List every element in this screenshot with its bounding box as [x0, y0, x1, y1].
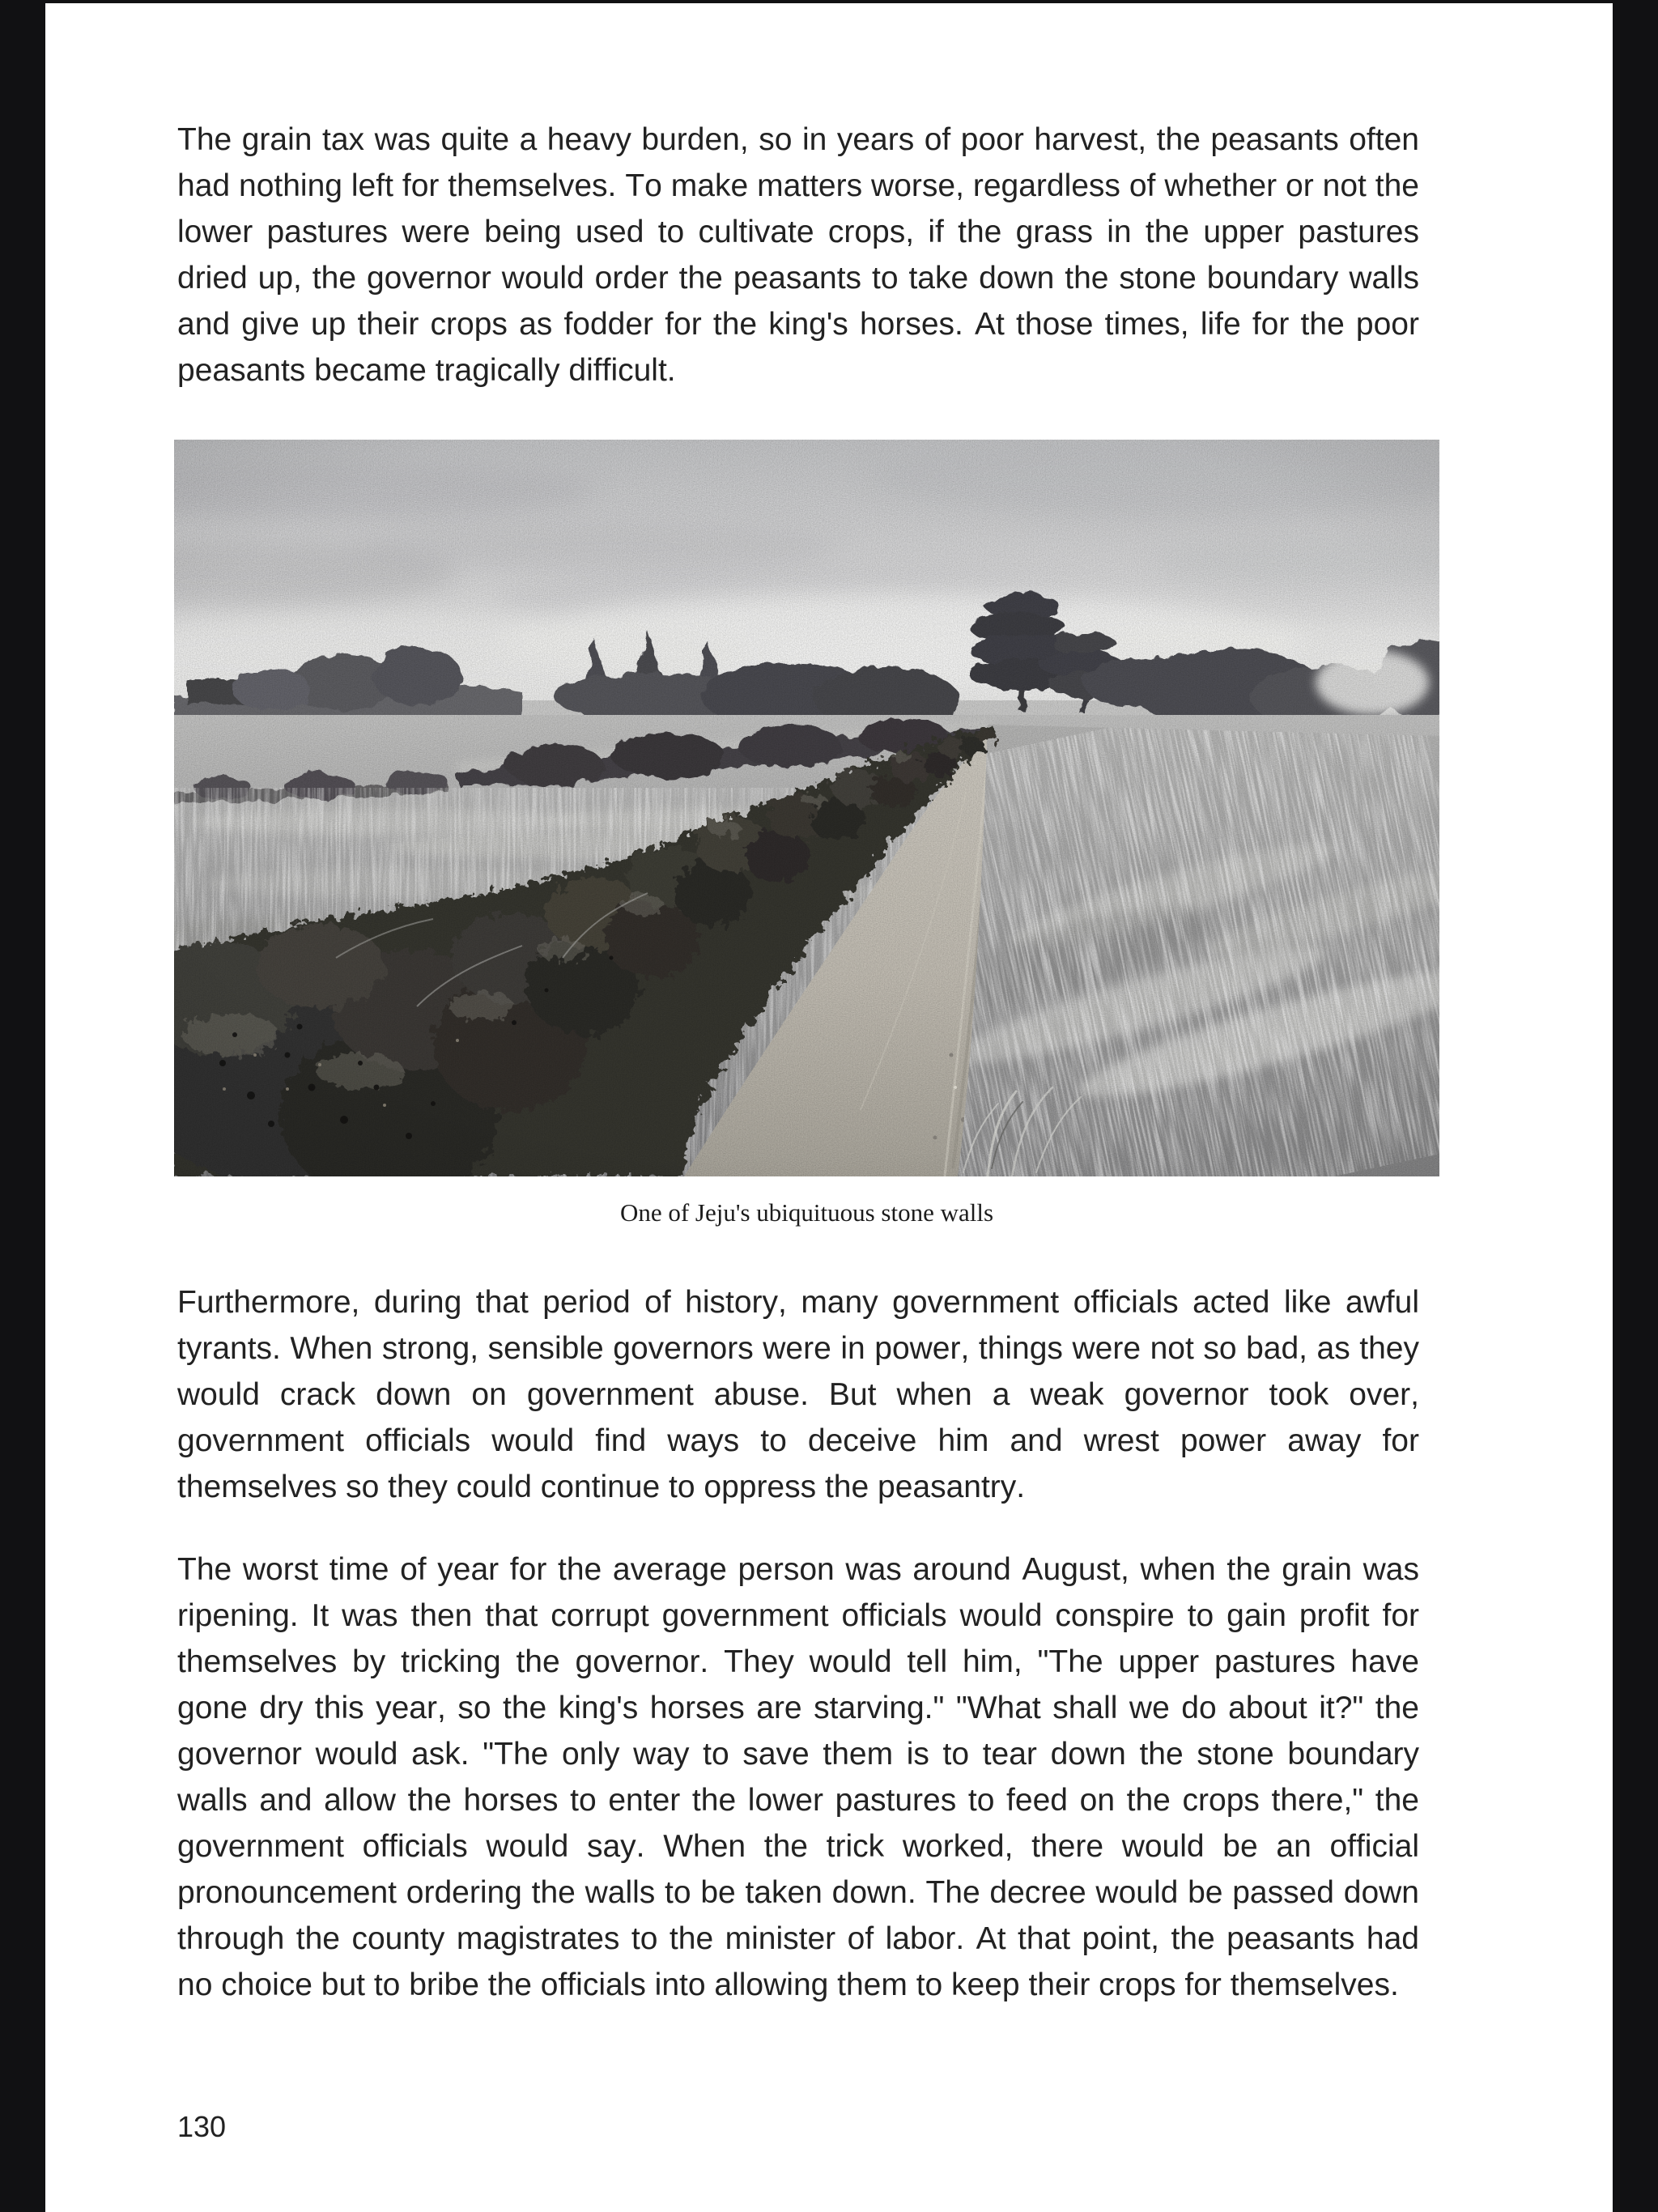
book-page[interactable]	[45, 3, 1613, 2212]
figure	[174, 440, 1439, 1229]
page-number: 130	[177, 2110, 227, 2143]
stone-wall-photo	[174, 440, 1439, 1176]
figure-caption: One of Jeju's ubiquituous stone walls	[619, 1198, 994, 1227]
paragraph: Furthermore, during that period of history, many government officials acted like awful tyrants. When strong, sensible governors were in power, things were not so bad, as they would crack down on government abuse. But when a weak governor took over, government officials would find ways to deceive him and wrest power away for themselves so they could continue to oppress the peasantry.	[177, 1285, 1419, 1504]
paragraph: The grain tax was quite a heavy burden, so in years of poor harvest, the peasants often had nothing left for themselves. To make matters worse, regardless of whether or not the lower pastures were being used to cultivate crops, if the grass in the upper pastures dried up, the governor would order the peasants to take down the stone boundary walls and give up their crops as fodder for the king's horses. At those times, life for the poor peasants became tragically difficult.	[177, 122, 1419, 388]
page-content	[45, 3, 1613, 2145]
paragraph: The worst time of year for the average person was around August, when the grain was ripening. It was then that corrupt government officials would conspire to gain profit for themselves by tricking the governor. They would tell him, "The upper pastures have gone dry this year, so the king's horses are starving." "What shall we do about it?" the governor would ask. "The only way to save them is to tear down the stone boundary walls and allow the horses to enter the lower pastures to feed on the crops there," the government officials would say. When the trick worked, there would be an official pronouncement ordering the walls to be taken down. The decree would be passed down through the county magistrates to the minister of labor. At that point, the peasants had no choice but to bribe the officials into allowing them to keep their crops for themselves.	[177, 1552, 1419, 2002]
